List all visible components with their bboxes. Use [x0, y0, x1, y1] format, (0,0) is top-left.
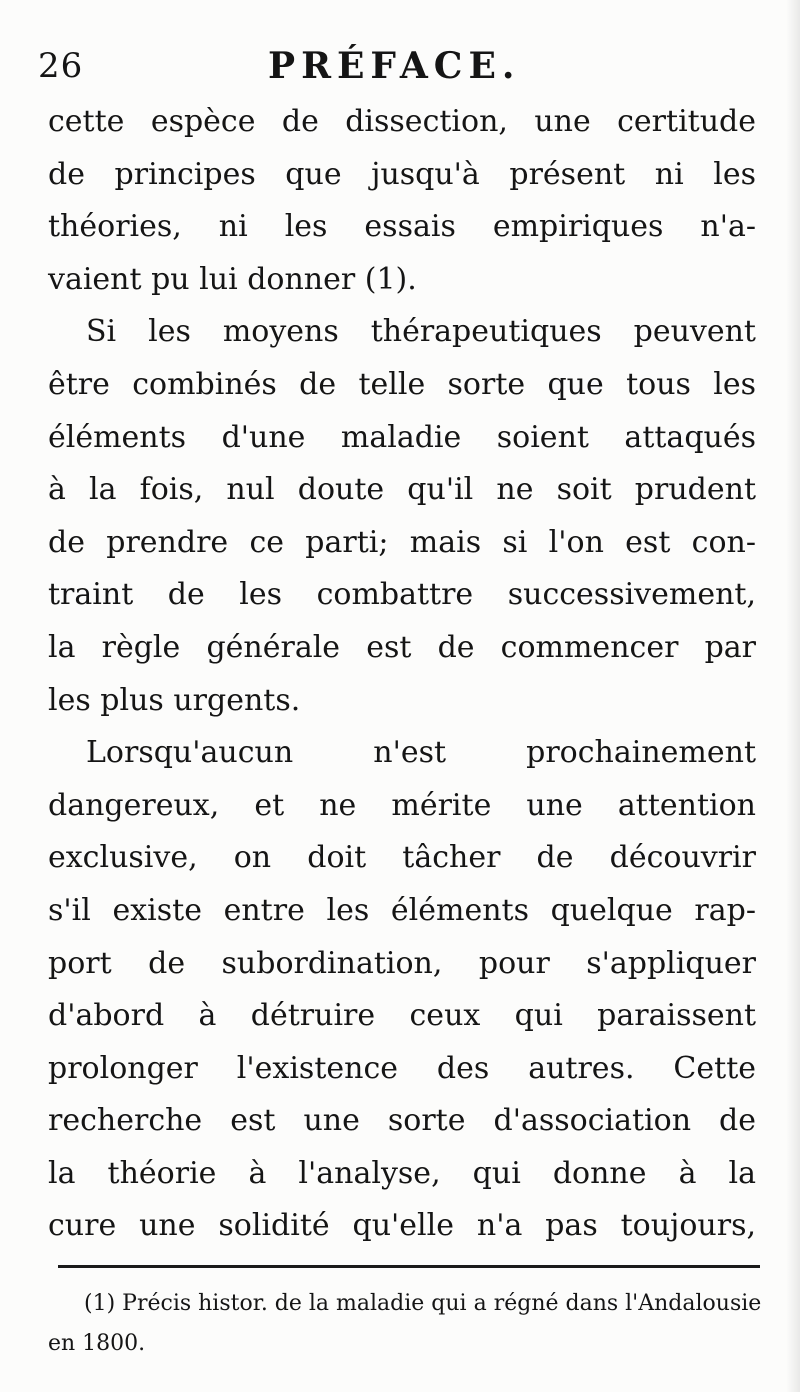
text-line: à la fois, nul doute qu'il ne soit prudent — [48, 472, 756, 508]
text-line: recherche est une sorte d'association de — [48, 1103, 756, 1139]
paragraph-start-line: Lorsqu'aucun n'est prochainement — [86, 735, 756, 771]
text-line: d'abord à détruire ceux qui paraissent — [48, 998, 756, 1034]
page-number: 26 — [38, 46, 84, 86]
footnote — [48, 1284, 760, 1364]
text-line: vaient pu lui donner (1). — [48, 261, 417, 297]
text-line: théories, ni les essais empiriques n'a- — [48, 209, 756, 245]
text-line: les plus urgents. — [48, 682, 301, 718]
text-line: la règle générale est de commencer par — [48, 629, 756, 665]
text-line: cette espèce de dissection, une certitude — [48, 104, 756, 139]
text-line: de principes que jusqu'à présent ni les — [48, 156, 756, 192]
text-line: prolonger l'existence des autres. Cette — [48, 1050, 756, 1086]
text-line: éléments d'une maladie soient attaqués — [48, 419, 756, 455]
text-line: cure une solidité qu'elle n'a pas toujours, — [48, 1208, 756, 1244]
text-line: être combinés de telle sorte que tous les — [48, 366, 756, 402]
text-line: exclusive, on doit tâcher de découvrir — [48, 840, 756, 876]
paragraph-start-line: Si les moyens thérapeutiques peuvent — [86, 314, 756, 350]
footnote-line: en 1800. — [48, 1331, 146, 1356]
text-line: traint de les combattre successivement, — [48, 577, 756, 613]
page-title: PRÉFACE. — [268, 45, 521, 87]
text-line: de prendre ce parti; mais si l'on est con- — [48, 524, 756, 560]
footnote-divider — [58, 1265, 760, 1268]
text-line: port de subordination, pour s'appliquer — [48, 945, 756, 981]
text-line: s'il existe entre les éléments quelque rap- — [48, 892, 756, 928]
text-line: dangereux, et ne mérite une attention — [48, 787, 756, 823]
running-head — [0, 36, 800, 96]
text-line: la théorie à l'analyse, qui donne à la — [48, 1155, 756, 1191]
footnote-line: (1) Précis histor. de la maladie qui a régné dans l'Andalousie — [84, 1291, 762, 1316]
body-text — [48, 96, 756, 1253]
